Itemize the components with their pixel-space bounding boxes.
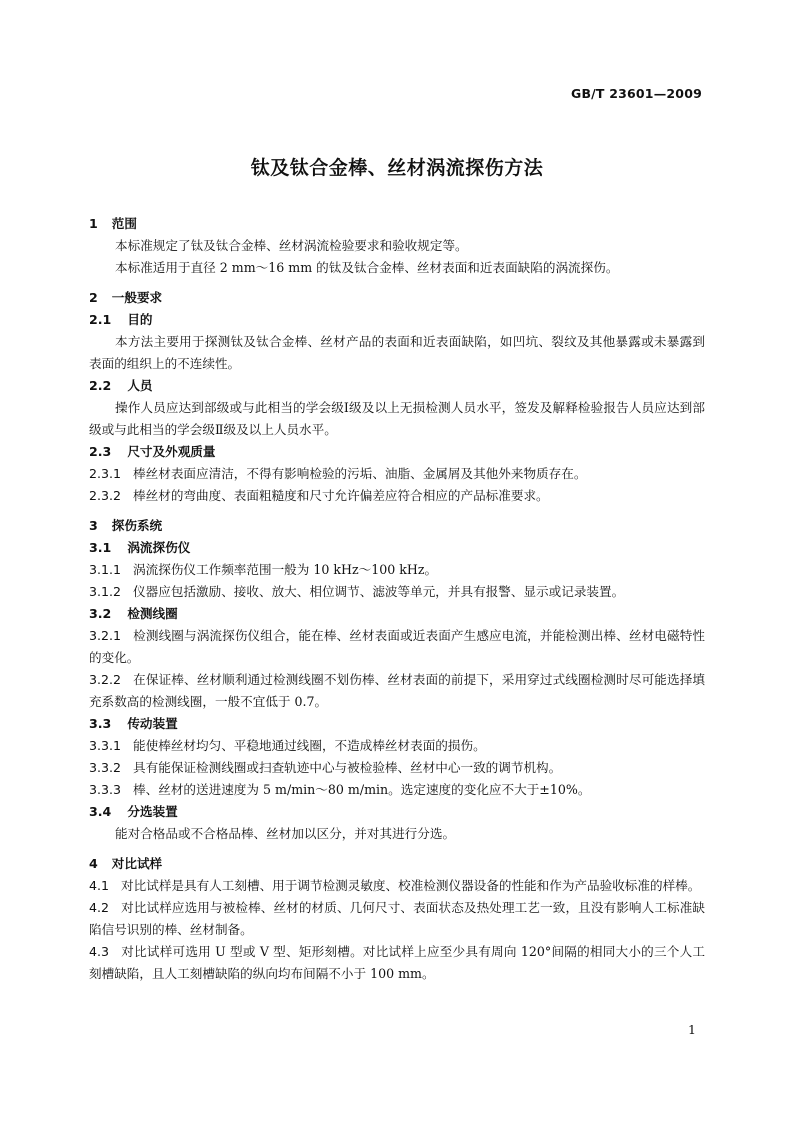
clause-text: 涡流探伤仪工作频率范围一般为 10 kHz～100 kHz。 <box>133 562 438 577</box>
subsection-number: 3.3 <box>89 716 112 731</box>
clause-text: 在保证棒、丝材顺利通过检测线圈不划伤棒、丝材表面的前提下，采用穿过式线圈检测时尽可能选择填充系数高的检测线圈，一般不宜低于 0.7。 <box>89 672 705 709</box>
subsection-heading <box>89 713 705 735</box>
clause <box>89 485 705 507</box>
paragraph: 能对合格品或不合格品棒、丝材加以区分，并对其进行分选。 <box>115 826 456 841</box>
subsection-number: 3.2 <box>89 606 112 621</box>
clause-number: 2.3.1 <box>89 466 122 481</box>
subsection-title: 目的 <box>127 312 153 327</box>
paragraph: 本标准适用于直径 2 mm～16 mm 的钛及钛合金棒、丝材表面和近表面缺陷的涡流探伤。 <box>115 260 619 275</box>
subsection-heading <box>89 375 705 397</box>
clause-text: 检测线圈与涡流探伤仪组合，能在棒、丝材表面或近表面产生感应电流，并能检测出棒、丝材电磁特性的变化。 <box>89 628 705 665</box>
clause <box>89 735 705 757</box>
clause-number: 3.1.1 <box>89 562 122 577</box>
clause <box>89 875 705 897</box>
subsection-heading <box>89 801 705 823</box>
clause-number: 4.3 <box>89 944 110 959</box>
section-title: 一般要求 <box>111 290 163 305</box>
clause-number: 2.3.2 <box>89 488 122 503</box>
clause-number: 3.1.2 <box>89 584 122 599</box>
subsection-number: 3.1 <box>89 540 112 555</box>
clause-text: 棒、丝材的送进速度为 5 m/min～80 m/min。选定速度的变化应不大于±10%。 <box>133 782 591 797</box>
subsection-title: 涡流探伤仪 <box>127 540 191 555</box>
document-title: 钛及钛合金棒、丝材涡流探伤方法 <box>250 157 544 179</box>
section-1-heading <box>89 213 705 235</box>
subsection-heading <box>89 537 705 559</box>
clause <box>89 625 705 669</box>
section-number: 1 <box>89 216 98 231</box>
clause <box>89 779 705 801</box>
clause-number: 3.2.1 <box>89 628 122 643</box>
clause-text: 棒丝材表面应清洁，不得有影响检验的污垢、油脂、金属屑及其他外来物质存在。 <box>133 466 587 481</box>
clause-number: 4.2 <box>89 900 110 915</box>
subsection-title: 尺寸及外观质量 <box>127 444 216 459</box>
clause <box>89 669 705 713</box>
subsection-heading <box>89 309 705 331</box>
section-4-heading <box>89 853 705 875</box>
section-title: 对比试样 <box>111 856 163 871</box>
subsection-title: 检测线圈 <box>127 606 178 621</box>
standard-code: GB/T 23601—2009 <box>570 86 702 101</box>
clause-number: 3.3.1 <box>89 738 122 753</box>
section-2-heading <box>89 287 705 309</box>
subsection-title: 人员 <box>127 378 153 393</box>
clause-text: 对比试样应选用与被检棒、丝材的材质、几何尺寸、表面状态及热处理工艺一致，且没有影响人工标准缺陷信号识别的棒、丝材制备。 <box>89 900 705 937</box>
subsection-title: 分选装置 <box>127 804 178 819</box>
clause <box>89 941 705 985</box>
section-number: 3 <box>89 518 98 533</box>
clause-number: 3.3.3 <box>89 782 122 797</box>
paragraph: 操作人员应达到部级或与此相当的学会级Ⅰ级及以上无损检测人员水平，签发及解释检验报告人员应达到部级或与此相当的学会级Ⅱ级及以上人员水平。 <box>89 400 705 437</box>
subsection-number: 2.3 <box>89 444 112 459</box>
subsection-heading <box>89 441 705 463</box>
section-number: 2 <box>89 290 98 305</box>
clause <box>89 581 705 603</box>
section-title: 探伤系统 <box>111 518 163 533</box>
subsection-number: 2.2 <box>89 378 112 393</box>
paragraph: 本方法主要用于探测钛及钛合金棒、丝材产品的表面和近表面缺陷，如凹坑、裂纹及其他暴露或未暴露到表面的组织上的不连续性。 <box>89 334 705 371</box>
section-number: 4 <box>89 856 98 871</box>
subsection-number: 2.1 <box>89 312 112 327</box>
clause-number: 3.3.2 <box>89 760 122 775</box>
clause-text: 对比试样可选用 U 型或 V 型、矩形刻槽。对比试样上应至少具有周向 120°间隔的相同大小的三个人工刻槽缺陷，且人工刻槽缺陷的纵向均布间隔不小于 100 mm。 <box>89 944 705 981</box>
subsection-heading <box>89 603 705 625</box>
page-number: 1 <box>688 1022 696 1037</box>
clause-text: 对比试样是具有人工刻槽、用于调节检测灵敏度、校准检测仪器设备的性能和作为产品验收标准的样棒。 <box>121 878 701 893</box>
clause <box>89 559 705 581</box>
subsection-number: 3.4 <box>89 804 112 819</box>
clause-text: 能使棒丝材均匀、平稳地通过线圈，不造成棒丝材表面的损伤。 <box>133 738 486 753</box>
clause-number: 4.1 <box>89 878 110 893</box>
section-title: 范围 <box>111 216 137 231</box>
subsection-title: 传动装置 <box>127 716 178 731</box>
clause-text: 具有能保证检测线圈或扫查轨迹中心与被检验棒、丝材中心一致的调节机构。 <box>133 760 562 775</box>
clause <box>89 897 705 941</box>
clause-text: 棒丝材的弯曲度、表面粗糙度和尺寸允许偏差应符合相应的产品标准要求。 <box>133 488 549 503</box>
section-3-heading <box>89 515 705 537</box>
clause-number: 3.2.2 <box>89 672 122 687</box>
clause <box>89 463 705 485</box>
clause-text: 仪器应包括激励、接收、放大、相位调节、滤波等单元，并具有报警、显示或记录装置。 <box>133 584 625 599</box>
clause <box>89 757 705 779</box>
paragraph: 本标准规定了钛及钛合金棒、丝材涡流检验要求和验收规定等。 <box>115 238 468 253</box>
document-body <box>89 213 705 985</box>
